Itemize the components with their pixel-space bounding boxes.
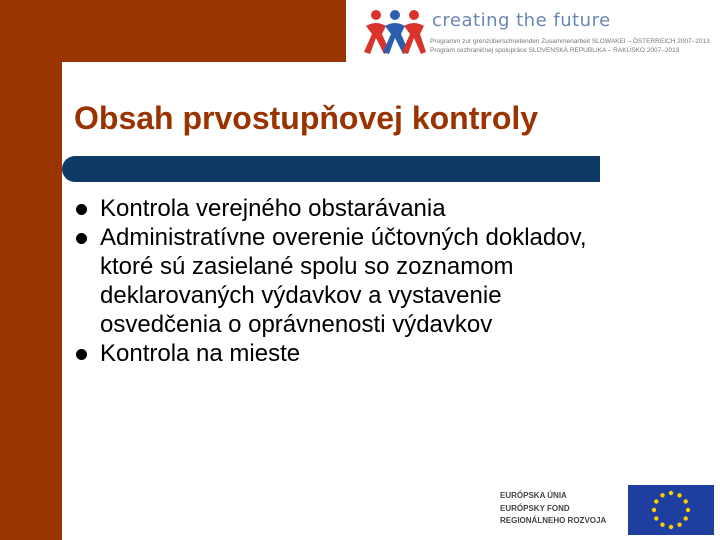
eu-label-fund: EURÓPSKY FOND [500, 504, 570, 513]
list-item [76, 194, 596, 223]
list-item [76, 339, 596, 368]
bullet-dot-icon [76, 233, 87, 244]
bullet-dot-icon [76, 349, 87, 360]
slide-title: Obsah prvostupňovej kontroly [74, 100, 539, 136]
eu-label-union: EURÓPSKA ÚNIA [500, 491, 567, 500]
header-logo [346, 0, 720, 62]
people-figures-icon [364, 8, 426, 58]
eu-fund-labels [494, 488, 626, 534]
bullet-list [76, 194, 596, 368]
title-underline-bar [62, 156, 600, 182]
eu-flag-icon [628, 485, 714, 535]
bullet-text: Kontrola na mieste [100, 340, 301, 367]
top-brown-band [62, 0, 346, 62]
list-item [76, 223, 596, 339]
bullet-text: Administratívne overenie účtovných dokladov, ktoré sú zasielané spolu so zoznamom deklarovaných výdavkov a vystavenie osvedčenia o oprávnenosti výdavkov [100, 224, 587, 338]
left-brown-band [0, 0, 62, 540]
logo-subtitle-2: Program cezhraničnej spolupráce SLOVENSKÁ REPUBLIKA – RAKÚSKO 2007–2013 [430, 47, 680, 54]
eu-label-regional: REGIONÁLNEHO ROZVOJA [500, 516, 607, 525]
bullet-dot-icon [76, 204, 87, 215]
logo-subtitle-1: Programm zur grenzüberschreitenden Zusammenarbeit SLOWAKEI – ÖSTERREICH 2007–2013 [430, 38, 710, 45]
logo-title: creating the future [432, 10, 611, 31]
bullet-text: Kontrola verejného obstarávania [100, 195, 446, 222]
